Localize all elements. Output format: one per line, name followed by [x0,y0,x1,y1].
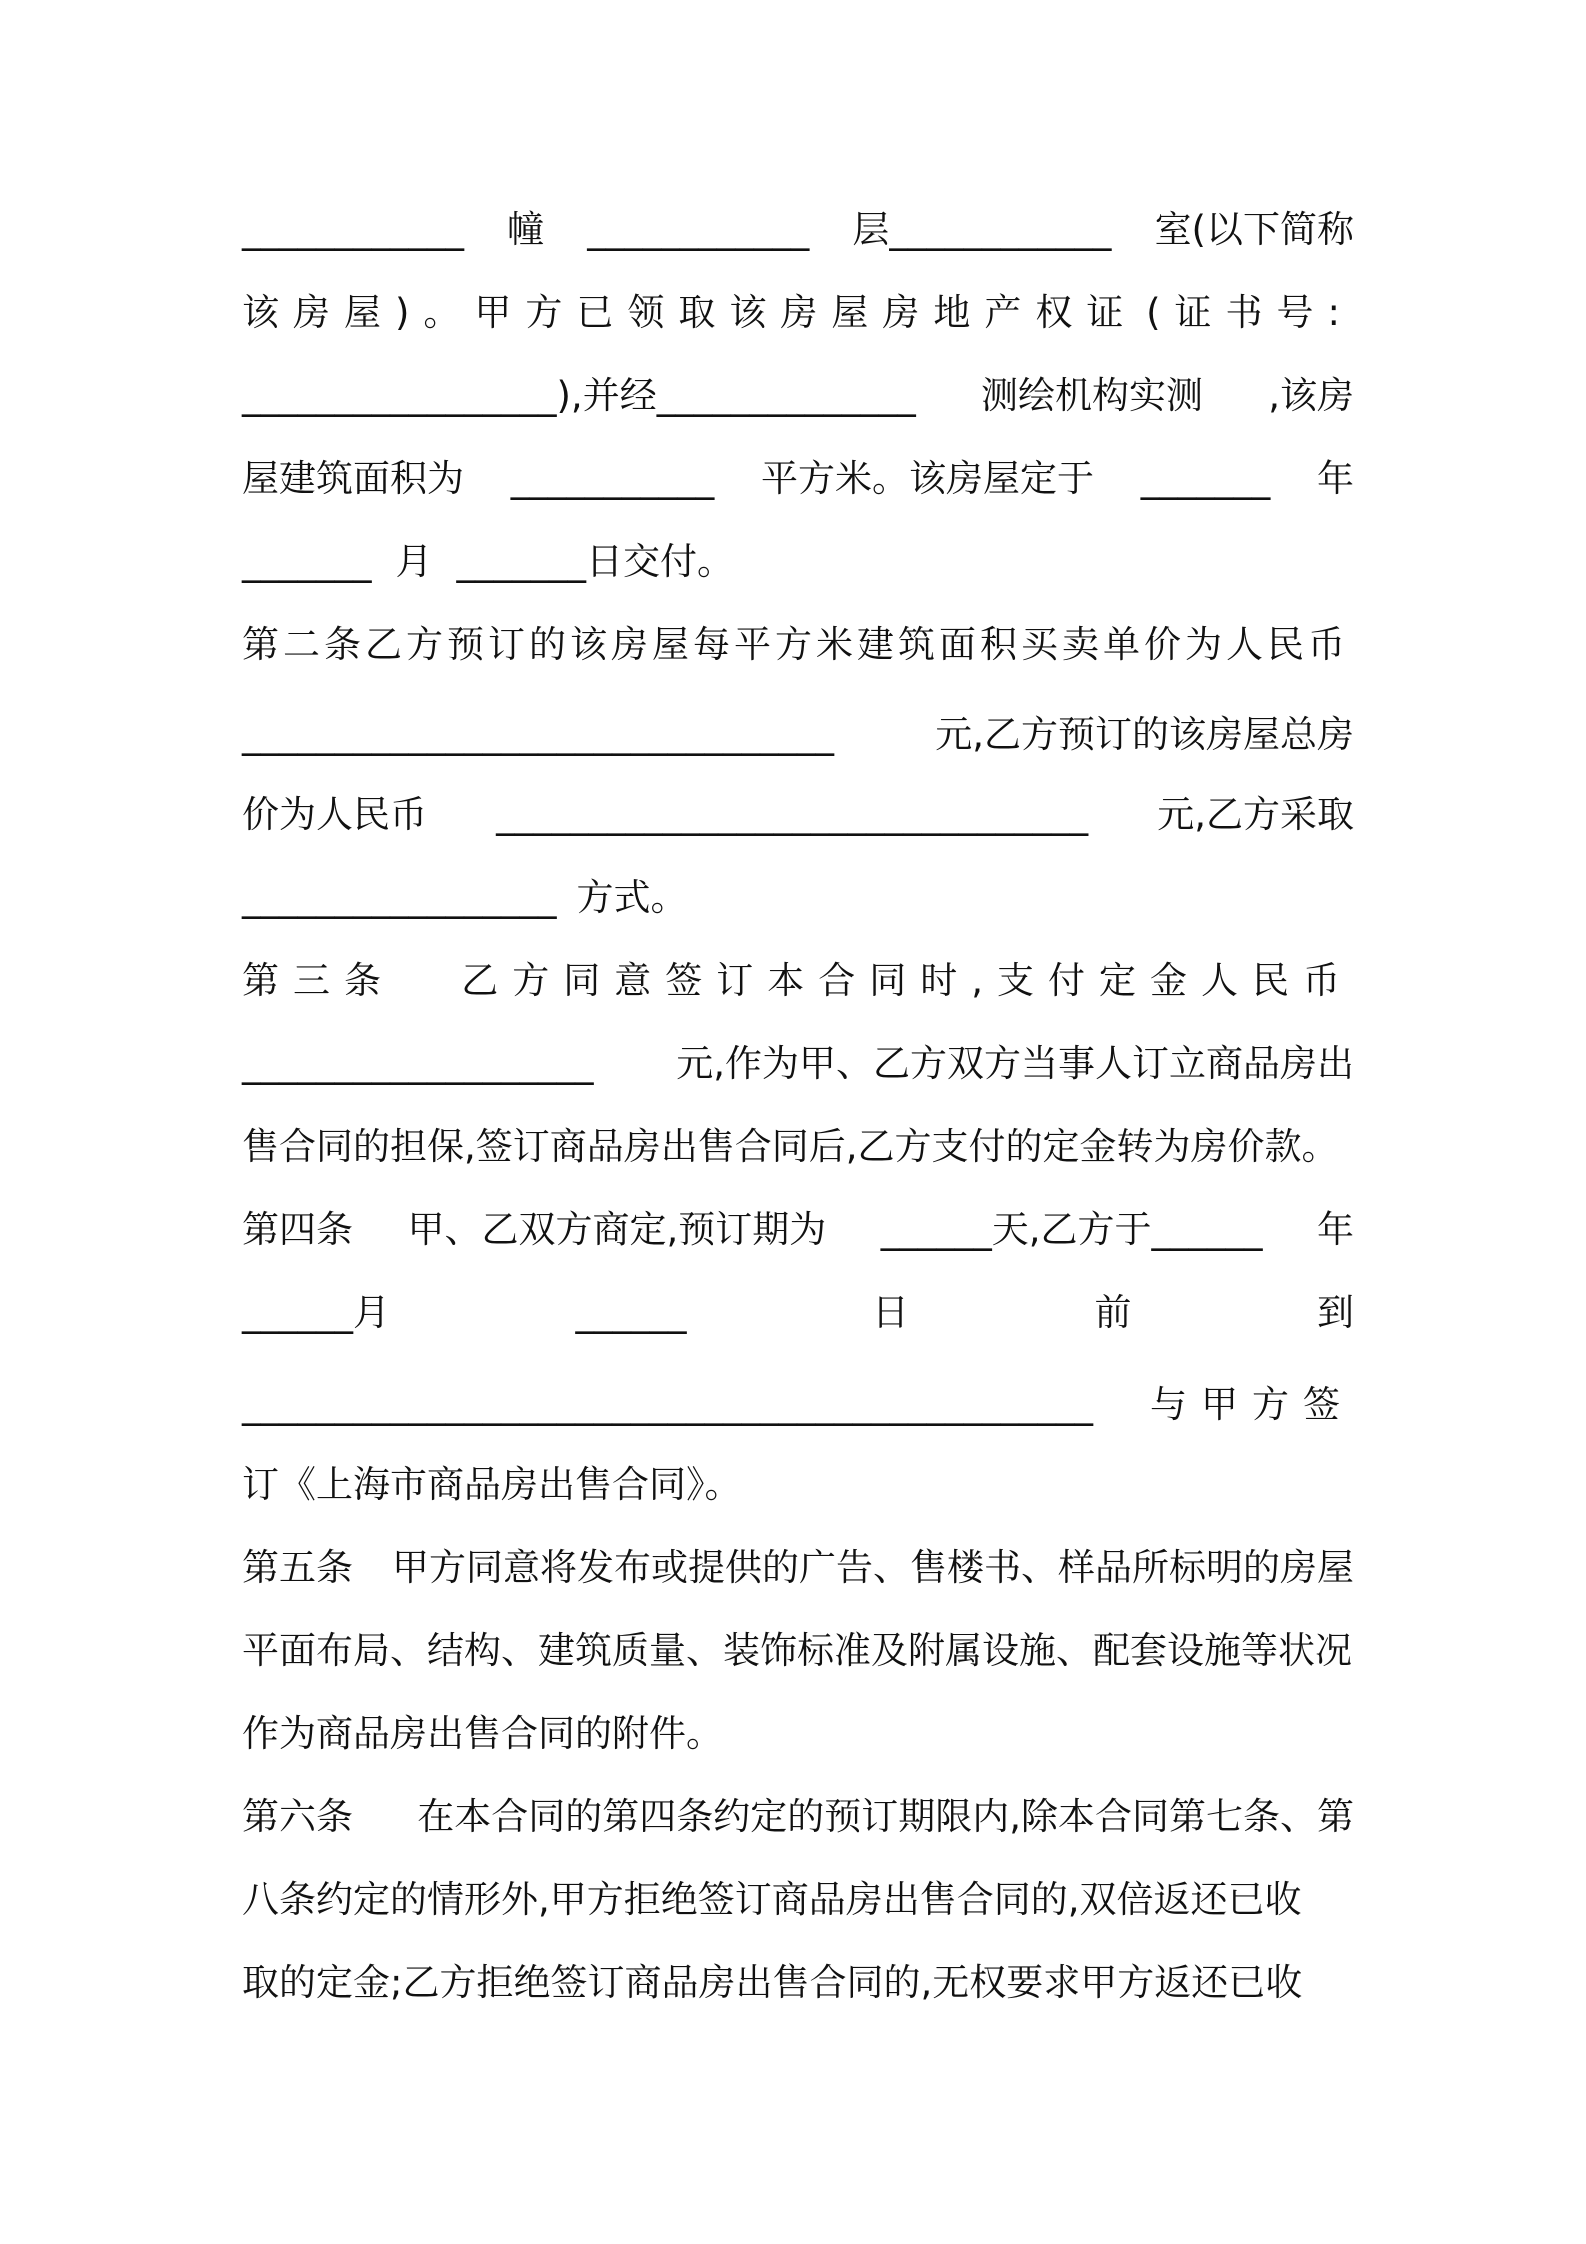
text-line [242,1034,1354,1094]
text-segment: _________________ [242,876,557,919]
text-line [242,1538,1354,1598]
text-line [242,615,1354,675]
text-segment: 取的定金;乙方拒绝签订商品房出售合同的,无权要求甲方返还已收 [242,1961,1303,2004]
text-segment: 屋建筑面积为 [242,457,464,500]
text-segment: 八条约定的情形外,甲方拒绝签订商品房出售合同的,双倍返还已收 [242,1878,1302,1921]
text-segment: (证书号: [1146,291,1354,334]
text-line [242,1283,1354,1343]
text-segment: ,该房 [1268,374,1354,417]
text-line [242,1870,1354,1930]
text-line [242,1375,1354,1435]
text-line [242,1953,1354,2013]
text-segment: 第二条乙方预订的该房屋每平方米建筑面积买卖单价为人民币 [242,623,1349,666]
text-segment: 在本合同的第四条约定的预订期限内,除本合同第七条、第 [417,1795,1354,1838]
text-segment: ____________ [587,208,810,251]
text-segment: ______天,乙方于______ [880,1208,1263,1251]
text-segment: ______________________________________________ [242,1383,1093,1426]
text-segment: 测绘机构实测 [980,374,1203,417]
text-segment: _________________),并经______________ [242,374,916,417]
text-segment: 年 [1316,1208,1354,1251]
text-line [242,532,1354,592]
text-segment: 甲、乙双方商定,预订期为 [407,1208,827,1251]
text-segment: ___________ [510,457,715,500]
text-line [242,449,1354,509]
text-line [242,366,1354,426]
text-line [242,1117,1354,1177]
text-segment: ______ [575,1291,687,1334]
text-segment: 甲方同意将发布或提供的广告、售楼书、样品所标明的房屋 [392,1546,1354,1589]
text-segment: 元,乙方采取 [1157,793,1354,836]
text-segment: 年 [1317,457,1354,500]
text-segment: ____________ [242,208,464,251]
text-segment: 平面布局、结构、建筑质量、装饰标准及附属设施、配套设施等状况 [242,1629,1352,1672]
text-segment: _______日交付。 [456,540,734,583]
text-segment: 作为商品房出售合同的附件。 [242,1712,723,1755]
text-segment: 乙方同意签订本合同时,支付定金人民币 [461,959,1354,1002]
text-segment: 元,乙方预订的该房屋总房 [935,713,1354,756]
text-segment: 日 [872,1291,909,1334]
text-segment: ________________________________ [496,793,1089,836]
text-segment: 室(以下简称 [1154,208,1354,251]
text-line [242,1200,1354,1260]
text-line [242,1455,1354,1515]
text-line [242,785,1354,845]
text-line [242,200,1354,260]
text-line [242,951,1354,1011]
text-segment: 元,作为甲、乙方双方当事人订立商品房出 [676,1042,1354,1085]
text-segment: ______月 [242,1291,390,1334]
text-line [242,1704,1354,1764]
text-segment: 方式。 [576,876,688,919]
text-segment: 层____________ [852,208,1112,251]
text-segment: 订《上海市商品房出售合同》。 [242,1463,742,1506]
text-segment: ________________________________ [242,713,834,756]
text-segment: 售合同的担保,签订商品房出售合同后,乙方支付的定金转为房价款。 [242,1125,1339,1168]
text-line [242,705,1354,765]
text-segment: ___________________ [242,1042,594,1085]
text-segment: 第五条 [242,1546,353,1589]
text-line [242,283,1354,343]
text-segment: 该房屋)。甲方已领取该房屋房地产权证 [242,291,1138,334]
text-segment: 价为人民币 [242,793,427,836]
text-segment: 月 [395,540,433,583]
text-segment: 第六条 [242,1795,353,1838]
text-line [242,1621,1354,1681]
text-segment: 到 [1317,1291,1354,1334]
text-segment: 前 [1094,1291,1132,1334]
text-line [242,868,1354,928]
text-segment: 平方米。该房屋定于 [761,457,1094,500]
text-line [242,1787,1354,1847]
text-segment: _______ [242,540,372,583]
text-segment: 第三条 [242,959,395,1002]
text-segment: 第四条 [242,1208,353,1251]
text-segment: 与甲方签 [1150,1383,1354,1426]
text-segment: 幢 [507,208,545,251]
text-segment: _______ [1140,457,1271,500]
